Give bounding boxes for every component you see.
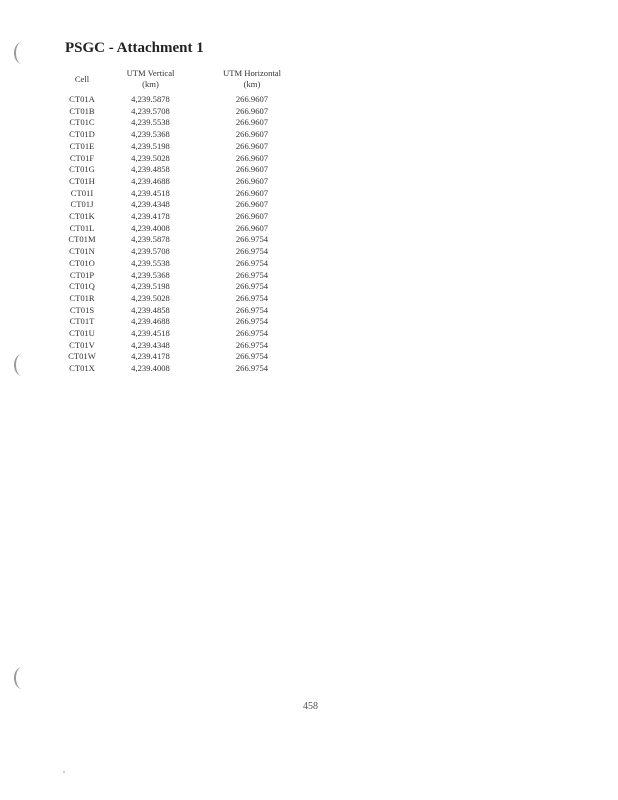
utm-horizontal-value: 266.9754	[235, 328, 269, 339]
cell-id: CT01H	[69, 175, 95, 186]
table-row	[56, 223, 311, 235]
utm-vertical-value: 4,239.5538	[131, 257, 170, 268]
cell-id: CT01L	[69, 222, 95, 233]
header-utm-vertical-line1: UTM Vertical	[126, 68, 175, 78]
cell-id: CT01B	[69, 105, 95, 116]
utm-horizontal-value: 266.9607	[235, 187, 269, 198]
table-row	[56, 211, 311, 223]
binder-hole-mark-top	[14, 42, 30, 64]
table-row	[56, 305, 311, 317]
table-row	[56, 328, 311, 340]
cell-id: CT01J	[70, 199, 94, 210]
header-utm-horizontal-line1: UTM Horizontal	[223, 68, 281, 78]
table-row	[56, 340, 311, 352]
header-utm-horizontal	[193, 68, 311, 94]
utm-horizontal-value: 266.9754	[235, 246, 269, 257]
table-row	[56, 234, 311, 246]
page-number: 458	[303, 701, 318, 712]
utm-horizontal-value: 266.9607	[235, 94, 269, 104]
utm-vertical-value: 4,239.4858	[131, 304, 170, 315]
utm-vertical-value: 4,239.4008	[131, 222, 170, 233]
cell-id: CT01R	[69, 292, 95, 303]
table-row	[56, 281, 311, 293]
utm-horizontal-value: 266.9607	[235, 152, 269, 163]
table-row	[56, 141, 311, 153]
cell-id: CT01S	[69, 304, 95, 315]
cell-id: CT01W	[68, 351, 96, 362]
table-row	[56, 246, 311, 258]
utm-vertical-value: 4,239.4348	[131, 339, 170, 350]
table-row	[56, 258, 311, 270]
utm-vertical-value: 4,239.5708	[131, 105, 170, 116]
utm-horizontal-value: 266.9607	[235, 105, 269, 116]
utm-vertical-value: 4,239.4518	[131, 328, 170, 339]
header-cell-label: Cell	[74, 73, 90, 84]
utm-horizontal-value: 266.9754	[235, 316, 269, 327]
utm-horizontal-value: 266.9607	[235, 211, 269, 222]
table-row	[56, 94, 311, 106]
table-body	[56, 94, 311, 375]
cell-id: CT01K	[69, 211, 95, 222]
utm-vertical-value: 4,239.4858	[131, 164, 170, 175]
utm-horizontal-value: 266.9754	[235, 257, 269, 268]
utm-vertical-value: 4,239.5368	[131, 129, 170, 140]
utm-vertical-value: 4,239.4348	[131, 199, 170, 210]
utm-vertical-value: 4,239.4688	[131, 316, 170, 327]
table-row	[56, 129, 311, 141]
table-row	[56, 351, 311, 363]
utm-vertical-value: 4,239.5368	[131, 269, 170, 280]
utm-horizontal-value: 266.9754	[235, 363, 269, 374]
utm-horizontal-value: 266.9754	[235, 292, 269, 303]
utm-vertical-value: 4,239.5028	[131, 292, 170, 303]
table-row	[56, 188, 311, 200]
header-utm-vertical-line2: (km)	[142, 79, 159, 89]
utm-horizontal-value: 266.9754	[235, 269, 269, 280]
utm-vertical-value: 4,239.4178	[131, 351, 170, 362]
header-utm-horizontal-line2: (km)	[243, 79, 261, 89]
utm-horizontal-value: 266.9754	[235, 304, 269, 315]
table-row	[56, 153, 311, 165]
cell-id: CT01A	[69, 94, 95, 104]
binder-hole-mark-bottom	[14, 667, 30, 689]
utm-horizontal-value: 266.9607	[235, 140, 269, 151]
utm-horizontal-value: 266.9607	[235, 164, 269, 175]
utm-horizontal-value: 266.9754	[235, 339, 269, 350]
table-row	[56, 176, 311, 188]
binder-hole-mark-middle	[14, 354, 30, 376]
cell-id: CT01U	[69, 328, 95, 339]
table-row	[56, 117, 311, 129]
utm-cell-table	[56, 68, 311, 375]
cell-id: CT01M	[68, 234, 96, 245]
utm-vertical-value: 4,239.5878	[131, 234, 170, 245]
utm-vertical-value: 4,239.4688	[131, 175, 170, 186]
utm-horizontal-value: 266.9607	[235, 175, 269, 186]
cell-id: CT01G	[69, 164, 95, 175]
cell-id: CT01F	[69, 152, 95, 163]
utm-horizontal-value: 266.9754	[235, 351, 269, 362]
utm-vertical-value: 4,239.5198	[131, 140, 170, 151]
utm-horizontal-value: 266.9754	[235, 281, 269, 292]
table-header	[56, 68, 311, 94]
cell-id: CT01D	[69, 129, 95, 140]
utm-horizontal-value: 266.9754	[235, 234, 269, 245]
table-row	[56, 164, 311, 176]
utm-vertical-value: 4,239.5538	[131, 117, 170, 128]
utm-horizontal-value: 266.9607	[235, 199, 269, 210]
cell-id: CT01X	[69, 363, 95, 374]
utm-vertical-value: 4,239.5028	[131, 152, 170, 163]
cell-id: CT01N	[69, 246, 95, 257]
table-row	[56, 199, 311, 211]
cell-id: CT01P	[69, 269, 95, 280]
cell-id: CT01E	[69, 140, 95, 151]
table-row	[56, 363, 311, 375]
utm-vertical-value: 4,239.4178	[131, 211, 170, 222]
header-cell	[56, 68, 108, 94]
utm-horizontal-value: 266.9607	[235, 222, 269, 233]
cell-id: CT01C	[69, 117, 95, 128]
utm-horizontal-value: 266.9607	[235, 129, 269, 140]
cell-id: CT01Q	[69, 281, 95, 292]
table-row	[56, 270, 311, 282]
utm-vertical-value: 4,239.5708	[131, 246, 170, 257]
scan-speck	[63, 771, 65, 773]
table-row	[56, 106, 311, 118]
utm-vertical-value: 4,239.5878	[131, 94, 170, 104]
header-utm-vertical	[108, 68, 193, 94]
page-title: PSGC - Attachment 1	[65, 40, 204, 56]
utm-vertical-value: 4,239.5198	[131, 281, 170, 292]
cell-id: CT01O	[69, 257, 95, 268]
table-row	[56, 316, 311, 328]
cell-id: CT01T	[69, 316, 95, 327]
cell-id: CT01I	[70, 187, 94, 198]
table-row	[56, 293, 311, 305]
utm-vertical-value: 4,239.4518	[131, 187, 170, 198]
utm-horizontal-value: 266.9607	[235, 117, 269, 128]
cell-id: CT01V	[69, 339, 95, 350]
utm-vertical-value: 4,239.4008	[131, 363, 170, 374]
